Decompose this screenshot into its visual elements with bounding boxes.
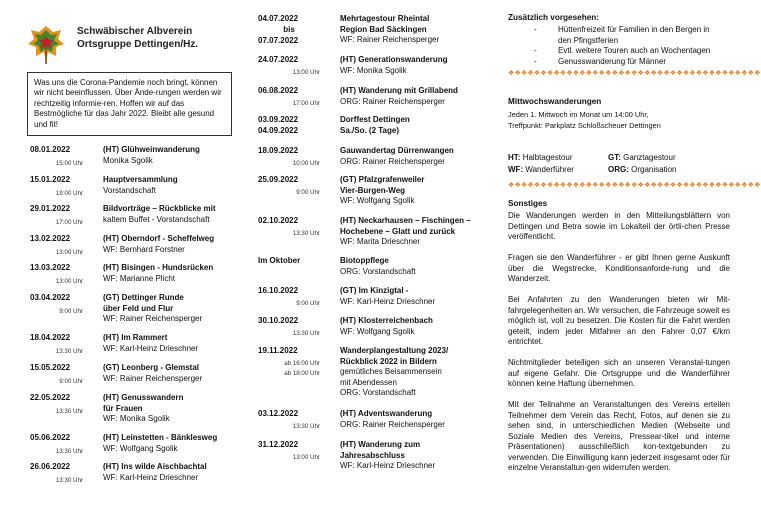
event-title: [340, 55, 490, 66]
event-title: [103, 263, 238, 274]
event-leader: WF: Karl-Heinz Drieschner: [340, 461, 436, 470]
event-date: 18.04.2022: [30, 333, 71, 342]
legend-org-key: ORG:: [608, 165, 629, 174]
event-title: [103, 204, 238, 215]
event-title: [340, 115, 490, 136]
event-body: [340, 175, 490, 207]
event-title: [340, 346, 490, 367]
event-time: 13:30 Uhr: [292, 230, 320, 237]
event-title: [340, 146, 490, 157]
event-title-line: (GT) Dettinger Runde: [103, 293, 184, 302]
additional-item-line: [534, 36, 618, 47]
event-leader: WF: Marianne Plicht: [103, 273, 176, 283]
event-title: [103, 363, 238, 374]
event-time: 13:00 Uhr: [55, 278, 83, 285]
event-date: 31.12.2022: [258, 440, 299, 449]
event-title-line: (GT) Im Kinzigtal -: [340, 286, 409, 295]
event-date: 05.06.2022: [30, 433, 71, 442]
event-title: [340, 216, 490, 237]
event-title: [103, 433, 238, 444]
event-leader: WF: Monika Sgolik: [340, 65, 407, 75]
event-leader: WF: Karl-Heinz Drieschner: [103, 472, 199, 482]
event-time: 10:00 Uhr: [292, 160, 320, 167]
ornament-divider: ❖❖❖❖❖❖❖❖❖❖❖❖❖❖❖❖❖❖❖❖❖❖❖❖❖❖❖❖❖❖❖❖❖❖❖❖❖❖❖: [508, 182, 761, 189]
legend-org-value: Organisation: [631, 165, 677, 174]
event-time: 13:00 Uhr: [292, 69, 320, 76]
event-leader: ORG: Vorstandschaft: [340, 388, 416, 397]
event-title-line: (HT) Im Rammert: [103, 333, 168, 342]
event-time: 15:00 Uhr: [55, 160, 83, 167]
event-body: [340, 115, 490, 136]
event-title: [340, 409, 490, 420]
event-body: [103, 433, 238, 454]
bullet-dash: -: [534, 56, 537, 66]
event-body: [340, 146, 490, 167]
paragraph-questions: Fragen sie den Wanderführer - er gibt Ihnen gerne Auskunft über die Wegstrecke, Konditionsanforde-rung und die Wanderzeit.: [508, 253, 730, 283]
event-leader: ORG: Rainer Reichensperger: [340, 156, 445, 166]
event-leader: WF: Karl-Heinz Drieschner: [103, 343, 199, 353]
event-body: [103, 234, 238, 255]
event-title-line: (HT) Bisingen - Hundsrücken: [103, 263, 214, 272]
event-time: 13:30 Uhr: [292, 330, 320, 337]
bullet-dash: -: [534, 46, 537, 55]
event-date: 06.08.2022: [258, 86, 299, 95]
event-leader: WF: Wolfgang Sgolik: [340, 326, 415, 336]
event-title: [340, 286, 490, 297]
event-leader: mit Abendessen: [340, 377, 397, 387]
additional-item-line: [534, 46, 710, 57]
event-title: [103, 333, 238, 344]
event-leader: ORG: Rainer Reichensperger: [340, 96, 445, 106]
event-body: [103, 175, 238, 196]
event-date: 13.02.2022: [30, 234, 71, 243]
event-leader: WF: Rainer Reichensperger: [103, 373, 203, 383]
event-date: 07.07.2022: [258, 36, 299, 45]
event-title-line: über Feld und Flur: [103, 303, 174, 313]
legend-wf-value: Wanderführer: [525, 165, 574, 174]
event-title-line: Mehrtagestour Rheintal: [340, 14, 430, 23]
other-heading: Sonstiges: [508, 199, 548, 208]
event-date: 18.09.2022: [258, 146, 299, 155]
event-title-line: Wanderplangestaltung 2023/: [340, 346, 449, 355]
event-title: [103, 293, 238, 314]
event-date: 02.10.2022: [258, 216, 299, 225]
event-title-line: (HT) Leinstetten - Bänklesweg: [103, 433, 218, 442]
club-name: [77, 25, 198, 51]
event-body: [340, 86, 490, 107]
event-title-line: Hochebene – Glatt und zurück: [340, 226, 456, 236]
event-leader: WF: Wolfgang Sgolik: [103, 443, 178, 453]
event-date: 04.09.2022: [258, 126, 299, 135]
paragraph-liability: Nichtmitglieder beteiligen sich an unseren Veranstal-tungen auf eigene Gefahr. Die Ortsgruppe und die Wanderführer können keine Haftung übernehmen.: [508, 358, 730, 388]
event-title: [103, 393, 238, 414]
additional-item-line: [534, 57, 666, 68]
event-leader: WF: Bernhard Forstner: [103, 244, 185, 254]
event-date: 16.10.2022: [258, 286, 299, 295]
legend-wf: [508, 165, 574, 176]
event-leader: WF: Monika Sgolik: [103, 414, 170, 423]
event-time: 17:00 Uhr: [292, 100, 320, 107]
event-title-line: (HT) Klosterreichenbach: [340, 316, 433, 325]
event-leader: WF: Karl-Heinz Drieschner: [340, 296, 436, 306]
event-date: 25.09.2022: [258, 175, 299, 184]
event-time: 13:30 Uhr: [55, 348, 83, 355]
event-date: 04.07.2022: [258, 14, 299, 23]
event-title-line: (GT) Leonberg - Glemstal: [103, 363, 200, 372]
event-date: 30.10.2022: [258, 316, 299, 325]
event-title-line: Gauwandertag Dürrenwangen: [340, 146, 454, 155]
event-time: 9:00 Uhr: [296, 300, 320, 307]
event-date: 15.05.2022: [30, 363, 71, 372]
event-title-line: Jahresabschluss: [340, 450, 405, 460]
legend-gt: [608, 153, 676, 164]
event-body: [103, 363, 238, 384]
event-title: [340, 175, 490, 196]
additional-item-text: den Pfingstferien: [558, 35, 619, 45]
event-title: [103, 234, 238, 245]
legend-wf-key: WF:: [508, 165, 524, 174]
event-leader: Vorstandschaft: [103, 185, 156, 195]
event-title-line: Biotoppflege: [340, 256, 389, 265]
event-time: ab 18:00 Uhr: [284, 370, 320, 377]
event-title-line: Bildvorträge – Rückblicke mit: [103, 204, 216, 213]
event-body: [340, 286, 490, 307]
paragraph-publication: Die Wanderungen werden in den Mitteilungsblättern von Dettingen und Betra sowie im Lokalteil der örtli-chen Presse veröffentlicht.: [508, 211, 730, 241]
event-title-line: Rückblick 2022 in Bildern: [340, 356, 437, 366]
event-title-line: Dorffest Dettingen: [340, 115, 410, 124]
event-body: [103, 204, 238, 225]
ornament-divider: ❖❖❖❖❖❖❖❖❖❖❖❖❖❖❖❖❖❖❖❖❖❖❖❖❖❖❖❖❖❖❖❖❖❖❖❖❖❖❖: [508, 70, 761, 77]
additional-item-text: Hüttenfreizeit für Familien in den Bergen in: [558, 25, 710, 34]
event-date: 22.05.2022: [30, 393, 71, 402]
event-date: 03.12.2022: [258, 409, 299, 418]
event-body: [340, 316, 490, 337]
bullet-dash: -: [534, 25, 537, 34]
event-time: 9:00 Uhr: [59, 308, 83, 315]
legend-ht: [508, 153, 573, 164]
event-date: 03.04.2022: [30, 293, 71, 302]
wednesday-heading: Mittwochswanderungen: [508, 97, 602, 106]
legend-gt-key: GT:: [608, 153, 621, 162]
wednesday-line2: Treffpunkt: Parkplatz Schloßscheuer Dettingen: [508, 121, 661, 130]
event-leader: gemütliches Beisammensein: [340, 367, 442, 376]
legend-ht-key: HT:: [508, 153, 521, 162]
event-body: [103, 333, 238, 354]
event-time: 13:00 Uhr: [292, 454, 320, 461]
paragraph-carpool: Bei Anfahrten zu den Wanderungen bieten wir Mit-fahrgelegenheiten an. Wir versuchen, die Fahrzeuge soweit es möglich ist, voll zu besetzen. Die Kosten für die Fahrt werden geteilt, indem jeder Mitfahrer an den Fahrer 0,07 €/km entrichtet.: [508, 295, 730, 346]
event-title: [340, 14, 490, 35]
event-title: [340, 316, 490, 327]
event-title: [103, 145, 238, 156]
event-date: 03.09.2022: [258, 115, 299, 124]
event-date: 15.01.2022: [30, 175, 71, 184]
event-leader: WF: Rainer Reichensperger: [103, 314, 203, 323]
event-time: 9:00 Uhr: [59, 378, 83, 385]
event-time: 17:00 Uhr: [55, 219, 83, 226]
event-title-line: (HT) Ins wilde Aischbachtal: [103, 462, 207, 471]
event-date: 29.01.2022: [30, 204, 71, 213]
event-title: [340, 256, 490, 267]
event-leader: WF: Rainer Reichensperger: [340, 35, 440, 44]
event-leader: ORG: Rainer Reichensperger: [340, 419, 445, 429]
event-date: Im Oktober: [258, 256, 301, 265]
paragraph-photo-consent: Mit der Teilnahme an Veranstaltungen des Vereins erteilen Teilnehmer dem Verein das Recht, Fotos, auf denen sie zu sehen sind, in unterschiedlichen Medien (Webseite und Soziale Medien des Vereins, Pressear-tikel und interne Präsentationen) ausschließlich kon-textgebunden zu verwenden. Die Einwilligung kann jederzeit insgesamt oder für einzelne Veranstaltun-gen widerrufen werden.: [508, 400, 730, 472]
event-title-line: Vier-Burgen-Weg: [340, 185, 406, 195]
event-title-line: für Frauen: [103, 403, 143, 413]
event-leader: WF: Marita Drieschner: [340, 237, 421, 246]
additional-item-line: [534, 25, 710, 36]
event-leader: WF: Wolfgang Sgolik: [340, 196, 415, 205]
event-title-line: (HT) Neckarhausen – Fischingen –: [340, 216, 471, 225]
legend-org: [608, 165, 676, 176]
event-time: 13:00 Uhr: [55, 249, 83, 256]
event-time: 13:30 Uhr: [55, 448, 83, 455]
event-leader: Monika Sgolik: [103, 155, 153, 165]
event-time: 13:30 Uhr: [55, 477, 83, 484]
event-leader: kaltem Buffet - Vorstandschaft: [103, 214, 210, 224]
event-body: [340, 14, 490, 46]
event-time: 9:00 Uhr: [296, 189, 320, 196]
event-body: [340, 216, 490, 248]
additional-item-text: Evtl. weitere Touren auch an Wochentagen: [558, 46, 711, 55]
event-date: 13.03.2022: [30, 263, 71, 272]
event-title: [340, 86, 490, 97]
event-title-line: (HT) Glühweinwanderung: [103, 145, 200, 154]
event-title: [340, 440, 490, 461]
event-body: [340, 440, 490, 472]
corona-notice-box: Was uns die Corona-Pandemie noch bringt, können wir nicht beeinflussen. Über Ände-rungen werden wir rechtzeitig informie-ren. Hoffen wir auf das Bestmögliche für das Jahr 2022. Bleibt alle gesund und fit!: [27, 72, 232, 136]
event-title: [103, 175, 238, 186]
event-date: 08.01.2022: [30, 145, 71, 154]
event-body: [340, 55, 490, 76]
event-title-line: (HT) Genusswandern: [103, 393, 184, 402]
club-name-line2: Ortsgruppe Dettingen/Hz.: [77, 39, 199, 50]
event-title: [103, 462, 238, 473]
event-body: [103, 393, 238, 425]
event-time: ab 16:00 Uhr: [284, 360, 320, 367]
event-time: 13:30 Uhr: [292, 423, 320, 430]
legend-gt-value: Ganztagestour: [623, 153, 676, 162]
event-title-line: (HT) Wanderung zum: [340, 440, 421, 449]
event-leader: ORG: Vorstandschaft: [340, 266, 416, 276]
event-date: 26.06.2022: [30, 462, 71, 471]
event-title-line: Region Bad Säckingen: [340, 24, 427, 34]
event-body: [103, 293, 238, 325]
event-date: bis: [283, 25, 295, 34]
event-time: 19:00 Uhr: [55, 190, 83, 197]
club-name-line1: Schwäbischer Albverein: [77, 26, 193, 37]
event-title-line: (GT) Pfalzgrafenweiler: [340, 175, 425, 184]
event-title-line: (HT) Oberndorf - Scheffelweg: [103, 234, 215, 243]
event-title-line: Sa./So. (2 Tage): [340, 125, 399, 135]
event-title-line: (HT) Generationswanderung: [340, 55, 448, 64]
event-body: [103, 263, 238, 284]
event-body: [340, 256, 490, 277]
event-date: 24.07.2022: [258, 55, 299, 64]
additional-item-text: Genusswanderung für Männer: [558, 56, 667, 66]
legend-ht-value: Halbtagestour: [522, 153, 573, 162]
event-body: [340, 409, 490, 430]
event-body: [103, 462, 238, 483]
event-title-line: (HT) Adventswanderung: [340, 409, 433, 418]
event-title-line: (HT) Wanderung mit Grillabend: [340, 86, 458, 95]
additional-heading: Zusätzlich vorgesehen:: [508, 13, 599, 22]
event-time: 13:30 Uhr: [55, 408, 83, 415]
wednesday-line1: Jeden 1. Mittwoch im Monat um 14:00 Uhr,: [508, 110, 649, 119]
event-body: [340, 346, 490, 399]
albverein-logo-icon: [26, 22, 66, 66]
event-body: [103, 145, 238, 166]
event-title-line: Hauptversammlung: [103, 175, 178, 184]
event-date: 19.11.2022: [258, 346, 298, 355]
